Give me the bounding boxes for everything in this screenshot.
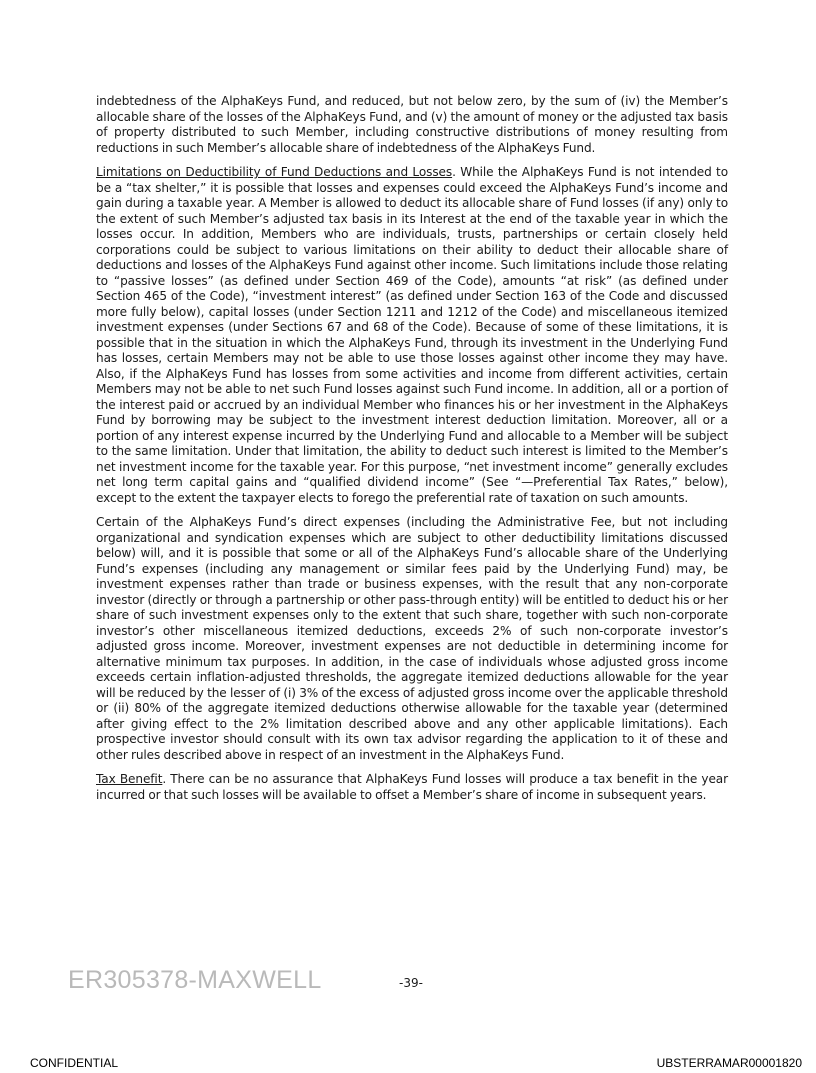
section-heading-deductibility: Limitations on Deductibility of Fund Deductions and Losses xyxy=(96,165,453,179)
page-number: -39- xyxy=(399,976,423,990)
paragraph-deductibility-body: . While the AlphaKeys Fund is not intended to be a “tax shelter,” it is possible that losses and expenses could exceed the AlphaKeys Fund’s income and gain during a taxable year. A Member is allowed to deduct its allocable share of Fund losses (if any) only to the extent of such Member’s adjusted tax basis in its Interest at the end of the taxable year in which the losses occur. In addition, Members who are individuals, trusts, partnerships or certain closely held corporations could be subject to various limitations on their ability to deduct their allocable share of deductions and losses of the AlphaKeys Fund against other income. Such limitations include those relating to “passive losses” (as defined under Section 469 of the Code), amounts “at risk” (as defined under Section 465 of the Code), “investment interest” (as defined under Section 163 of the Code and discussed more fully below), capital losses (under Section 1211 and 1212 of the Code) and miscellaneous itemized investment expenses (under Sections 67 and 68 of the Code). Because of some of these limitations, it is possible that in the situation in which the AlphaKeys Fund, through its investment in the Underlying Fund has losses, certain Members may not be able to use those losses against other income they may have. Also, if the AlphaKeys Fund has losses from some activities and income from different activities, certain Members may not be able to net such Fund losses against such Fund income. In addition, all or a portion of the interest paid or accrued by an individual Member who finances his or her investment in the AlphaKeys Fund by borrowing may be subject to the investment interest deduction limitation. Moreover, all or a portion of any interest expense incurred by the Underlying Fund and allocable to a Member will be subject to the same limitation. Under that limitation, the ability to deduct such interest is limited to the Member’s net investment income for the taxable year. For this purpose, “net investment income” generally excludes net long term capital gains and “qualified dividend income” (See “—Preferential Tax Rates,” below), except to the extent the taxpayer elects to forego the preferential rate of taxation on such amounts. xyxy=(96,165,728,505)
document-body xyxy=(96,94,728,812)
paragraph-basis-adjustments: indebtedness of the AlphaKeys Fund, and reduced, but not below zero, by the sum of (iv) the Member’s allocable share of the losses of the AlphaKeys Fund, and (v) the amount of money or the adjusted tax basis of property distributed to such Member, including constructive distributions of money resulting from reductions in such Member’s allocable share of indebtedness of the AlphaKeys Fund. xyxy=(96,94,728,155)
exhibit-watermark: ER305378-MAXWELL xyxy=(68,966,322,994)
paragraph-deductibility-limitations xyxy=(96,165,728,506)
confidential-label: CONFIDENTIAL xyxy=(30,1056,119,1070)
paragraph-investment-expenses: Certain of the AlphaKeys Fund’s direct expenses (including the Administrative Fee, but not including organizational and syndication expenses which are subject to other deductibility limitations discussed below) will, and it is possible that some or all of the AlphaKeys Fund’s allocable share of the Underlying Fund’s expenses (including any management or similar fees paid by the Underlying Fund) may, be investment expenses rather than trade or business expenses, with the result that any non-corporate investor (directly or through a partnership or other pass-through entity) will be entitled to deduct his or her share of such investment expenses only to the extent that such share, together with such non-corporate investor’s other miscellaneous itemized deductions, exceeds 2% of such non-corporate investor’s adjusted gross income. Moreover, investment expenses are not deductible in determining income for alternative minimum tax purposes. In addition, in the case of individuals whose adjusted gross income exceeds certain inflation-adjusted thresholds, the aggregate itemized deductions allowable for the year will be reduced by the lesser of (i) 3% of the excess of adjusted gross income over the applicable threshold or (ii) 80% of the aggregate itemized deductions otherwise allowable for the taxable year (determined after giving effect to the 2% limitation described above and any other applicable limitations). Each prospective investor should consult with its own tax advisor regarding the application to it of these and other rules described above in respect of an investment in the AlphaKeys Fund. xyxy=(96,515,728,762)
paragraph-tax-benefit-body: . There can be no assurance that AlphaKeys Fund losses will produce a tax benefit in the year incurred or that such losses will be available to offset a Member’s share of income in subsequent years. xyxy=(96,772,728,802)
section-heading-tax-benefit: Tax Benefit xyxy=(96,772,163,786)
bates-number: UBSTERRAMAR00001820 xyxy=(656,1056,802,1070)
paragraph-tax-benefit xyxy=(96,772,728,803)
